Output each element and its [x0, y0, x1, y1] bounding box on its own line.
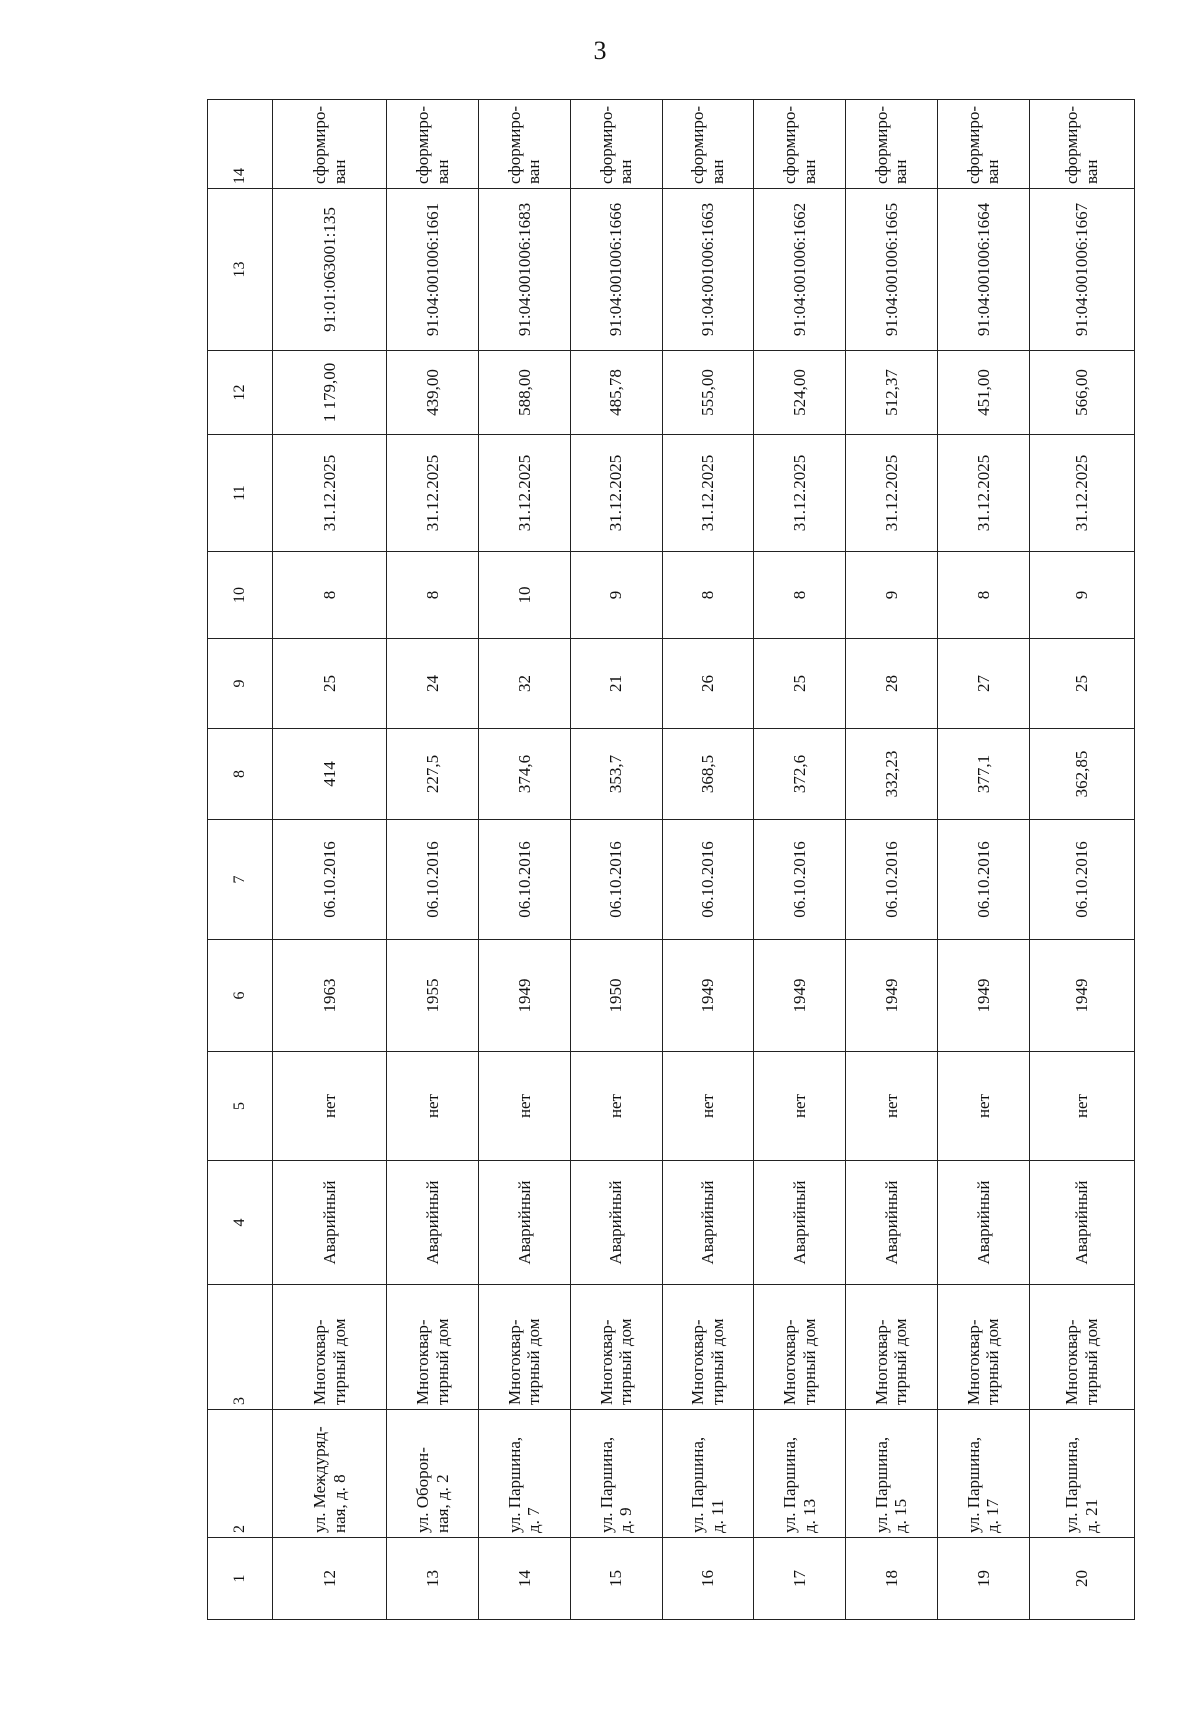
header-cell: 2 — [208, 1410, 273, 1538]
table-cell: Аварийный — [478, 1161, 570, 1285]
table-cell: 8 — [937, 552, 1029, 639]
table-cell: Многоквар- тирный дом — [937, 1285, 1029, 1410]
table-cell: Многоквар- тирный дом — [754, 1285, 846, 1410]
table-cell: сформиро- ван — [570, 100, 662, 189]
table-cell: 1955 — [387, 940, 479, 1052]
table-cell: 1949 — [937, 940, 1029, 1052]
table-cell: Аварийный — [272, 1161, 386, 1285]
table-row — [846, 100, 938, 1620]
table-cell: 31.12.2025 — [846, 435, 938, 552]
table-cell: ул. Паршина, д. 7 — [478, 1410, 570, 1538]
table-cell: нет — [662, 1052, 754, 1161]
table-row — [937, 100, 1029, 1620]
table-row — [1029, 100, 1134, 1620]
header-cell: 1 — [208, 1538, 273, 1620]
table-cell: 1949 — [754, 940, 846, 1052]
table-cell: 9 — [1029, 552, 1134, 639]
table-cell: 1963 — [272, 940, 386, 1052]
table-cell: Многоквар- тирный дом — [387, 1285, 479, 1410]
table-cell: 24 — [387, 639, 479, 729]
header-cell: 5 — [208, 1052, 273, 1161]
table-cell: нет — [1029, 1052, 1134, 1161]
table-cell: 16 — [662, 1538, 754, 1620]
table-cell: 06.10.2016 — [1029, 820, 1134, 940]
table-cell: 1949 — [662, 940, 754, 1052]
table-cell: ул. Паршина, д. 11 — [662, 1410, 754, 1538]
table-cell: 1949 — [1029, 940, 1134, 1052]
header-cell: 13 — [208, 189, 273, 351]
table-cell: 17 — [754, 1538, 846, 1620]
header-cell: 3 — [208, 1285, 273, 1410]
table-cell: сформиро- ван — [387, 100, 479, 189]
table-cell: 1 179,00 — [272, 351, 386, 435]
table-cell: 8 — [272, 552, 386, 639]
table-cell: 91:04:001006:1665 — [846, 189, 938, 351]
table-cell: сформиро- ван — [662, 100, 754, 189]
table-row — [570, 100, 662, 1620]
table-cell: 31.12.2025 — [570, 435, 662, 552]
table-cell: 06.10.2016 — [387, 820, 479, 940]
table-cell: 555,00 — [662, 351, 754, 435]
table-cell: 06.10.2016 — [846, 820, 938, 940]
header-cell: 12 — [208, 351, 273, 435]
table-row — [272, 100, 386, 1620]
header-cell: 10 — [208, 552, 273, 639]
table-cell: 18 — [846, 1538, 938, 1620]
table-cell: 439,00 — [387, 351, 479, 435]
table-cell: нет — [272, 1052, 386, 1161]
table-cell: 332,23 — [846, 729, 938, 820]
table-cell: 25 — [1029, 639, 1134, 729]
header-cell: 6 — [208, 940, 273, 1052]
table-cell: ул. Паршина, д. 15 — [846, 1410, 938, 1538]
table-cell: Многоквар- тирный дом — [478, 1285, 570, 1410]
table-cell: 10 — [478, 552, 570, 639]
table-cell: 451,00 — [937, 351, 1029, 435]
table-cell: 06.10.2016 — [570, 820, 662, 940]
table-cell: 12 — [272, 1538, 386, 1620]
table-cell: сформиро- ван — [846, 100, 938, 189]
table-cell: 06.10.2016 — [662, 820, 754, 940]
rotated-table-wrapper — [207, 100, 1135, 1620]
table-cell: 31.12.2025 — [272, 435, 386, 552]
table-cell: 377,1 — [937, 729, 1029, 820]
table-cell: 374,6 — [478, 729, 570, 820]
table-cell: 353,7 — [570, 729, 662, 820]
table-cell: Аварийный — [754, 1161, 846, 1285]
register-table — [207, 99, 1135, 1620]
table-cell: Аварийный — [387, 1161, 479, 1285]
table-cell: Аварийный — [662, 1161, 754, 1285]
header-cell: 14 — [208, 100, 273, 189]
table-cell: 524,00 — [754, 351, 846, 435]
table-cell: 13 — [387, 1538, 479, 1620]
header-cell: 4 — [208, 1161, 273, 1285]
table-cell: 588,00 — [478, 351, 570, 435]
table-cell: 566,00 — [1029, 351, 1134, 435]
table-cell: сформиро- ван — [478, 100, 570, 189]
table-cell: 25 — [272, 639, 386, 729]
table-cell: 227,5 — [387, 729, 479, 820]
table-cell: нет — [846, 1052, 938, 1161]
table-cell: сформиро- ван — [937, 100, 1029, 189]
table-cell: 9 — [846, 552, 938, 639]
table-cell: 19 — [937, 1538, 1029, 1620]
table-cell: 06.10.2016 — [937, 820, 1029, 940]
table-cell: ул. Паршина, д. 17 — [937, 1410, 1029, 1538]
table-cell: 14 — [478, 1538, 570, 1620]
table-cell: ул. Междуряд- ная, д. 8 — [272, 1410, 386, 1538]
table-cell: 8 — [662, 552, 754, 639]
table-cell: нет — [754, 1052, 846, 1161]
header-cell: 7 — [208, 820, 273, 940]
table-cell: ул. Паршина, д. 21 — [1029, 1410, 1134, 1538]
table-cell: 362,85 — [1029, 729, 1134, 820]
table-cell: 414 — [272, 729, 386, 820]
table-row — [754, 100, 846, 1620]
table-cell: Аварийный — [570, 1161, 662, 1285]
table-cell: сформиро- ван — [1029, 100, 1134, 189]
table-cell: 06.10.2016 — [478, 820, 570, 940]
table-cell: 06.10.2016 — [272, 820, 386, 940]
table-cell: 32 — [478, 639, 570, 729]
table-cell: 21 — [570, 639, 662, 729]
table-cell: 26 — [662, 639, 754, 729]
table-cell: 91:04:001006:1663 — [662, 189, 754, 351]
table-cell: 1949 — [478, 940, 570, 1052]
table-cell: 31.12.2025 — [662, 435, 754, 552]
table-cell: 512,37 — [846, 351, 938, 435]
table-cell: 20 — [1029, 1538, 1134, 1620]
table-cell: 31.12.2025 — [387, 435, 479, 552]
table-cell: 9 — [570, 552, 662, 639]
table-cell: 28 — [846, 639, 938, 729]
header-cell: 8 — [208, 729, 273, 820]
page-number: 3 — [593, 36, 607, 65]
table-cell: Многоквар- тирный дом — [570, 1285, 662, 1410]
table-cell: сформиро- ван — [754, 100, 846, 189]
table-cell: нет — [570, 1052, 662, 1161]
table-cell: 91:01:063001:135 — [272, 189, 386, 351]
table-cell: нет — [387, 1052, 479, 1161]
table-cell: 31.12.2025 — [937, 435, 1029, 552]
table-cell: 06.10.2016 — [754, 820, 846, 940]
table-cell: Аварийный — [1029, 1161, 1134, 1285]
header-row — [208, 100, 273, 1620]
table-cell: 31.12.2025 — [478, 435, 570, 552]
table-cell: 91:04:001006:1666 — [570, 189, 662, 351]
table-cell: 91:04:001006:1664 — [937, 189, 1029, 351]
table-cell: нет — [937, 1052, 1029, 1161]
header-cell: 9 — [208, 639, 273, 729]
table-cell: нет — [478, 1052, 570, 1161]
table-cell: Многоквар- тирный дом — [662, 1285, 754, 1410]
table-cell: 372,6 — [754, 729, 846, 820]
table-cell: 25 — [754, 639, 846, 729]
table-cell: Многоквар- тирный дом — [846, 1285, 938, 1410]
table-cell: ул. Паршина, д. 9 — [570, 1410, 662, 1538]
table-cell: 1950 — [570, 940, 662, 1052]
table-cell: Многоквар- тирный дом — [1029, 1285, 1134, 1410]
table-cell: сформиро- ван — [272, 100, 386, 189]
table-cell: Аварийный — [937, 1161, 1029, 1285]
table-row — [662, 100, 754, 1620]
table-cell: 15 — [570, 1538, 662, 1620]
table-cell: 485,78 — [570, 351, 662, 435]
table-cell: 27 — [937, 639, 1029, 729]
table-cell: 91:04:001006:1661 — [387, 189, 479, 351]
table-cell: 91:04:001006:1667 — [1029, 189, 1134, 351]
table-cell: 8 — [754, 552, 846, 639]
table-row — [387, 100, 479, 1620]
table-cell: ул. Оборон- ная, д. 2 — [387, 1410, 479, 1538]
table-cell: 91:04:001006:1683 — [478, 189, 570, 351]
table-cell: 91:04:001006:1662 — [754, 189, 846, 351]
table-cell: 31.12.2025 — [1029, 435, 1134, 552]
table-row — [478, 100, 570, 1620]
table-cell: ул. Паршина, д. 13 — [754, 1410, 846, 1538]
table-cell: Аварийный — [846, 1161, 938, 1285]
table-cell: 368,5 — [662, 729, 754, 820]
table-cell: 1949 — [846, 940, 938, 1052]
table-cell: 31.12.2025 — [754, 435, 846, 552]
table-cell: Многоквар- тирный дом — [272, 1285, 386, 1410]
table-cell: 8 — [387, 552, 479, 639]
header-cell: 11 — [208, 435, 273, 552]
